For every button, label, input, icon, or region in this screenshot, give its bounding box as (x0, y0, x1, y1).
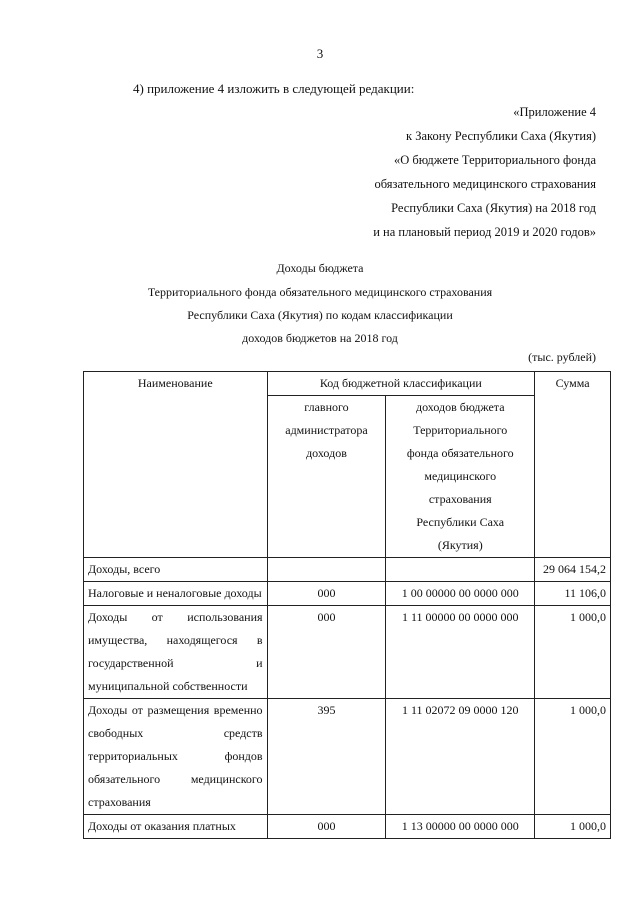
header-amount: Сумма (535, 372, 611, 558)
appendix-line: к Закону Республики Саха (Якутия) (406, 129, 596, 143)
row-name: Доходы от размещения временно свободных средств территориальных фондов обязательного медицинского страхования (84, 699, 268, 815)
row-admin-code: 000 (267, 815, 386, 839)
title-line: доходов бюджетов на 2018 год (242, 331, 398, 345)
row-admin-code: 000 (267, 606, 386, 699)
header-code-group: Код бюджетной классификации (267, 372, 535, 396)
header-fund-line: Республики Саха (416, 515, 505, 529)
row-name: Доходы от использования имущества, находящегося в государственной и муниципальной собственности (84, 606, 268, 699)
row-name: Налоговые и неналоговые доходы (84, 582, 268, 606)
appendix-line: «О бюджете Территориального фонда (393, 153, 596, 167)
title-line: Доходы бюджета (276, 261, 364, 275)
page-number: 3 (316, 46, 324, 61)
header-fund-line: Территориального (413, 423, 508, 437)
row-amount: 1 000,0 (535, 815, 611, 839)
header-admin-line: главного (304, 400, 349, 414)
header-admin-line: доходов (306, 446, 347, 460)
title-line: Территориального фонда обязательного медицинского страхования (147, 285, 493, 299)
row-admin-code: 395 (267, 699, 386, 815)
appendix-line: Республики Саха (Якутия) на 2018 год (391, 201, 596, 215)
row-class-code (386, 558, 535, 582)
header-admin (267, 396, 386, 558)
row-amount: 1 000,0 (535, 699, 611, 815)
row-amount: 11 106,0 (535, 582, 611, 606)
table-row (84, 606, 611, 699)
row-class-code: 1 13 00000 00 0000 000 (386, 815, 535, 839)
row-class-code: 1 11 02072 09 0000 120 (386, 699, 535, 815)
appendix-line: и на плановый период 2019 и 2020 годов» (373, 225, 596, 239)
appendix-line: «Приложение 4 (513, 105, 596, 119)
revenue-table (83, 371, 611, 839)
header-fund-line: фонда обязательного (406, 446, 514, 460)
table-row (84, 815, 611, 839)
row-admin-code: 000 (267, 582, 386, 606)
title-line: Республики Саха (Якутия) по кодам классификации (187, 308, 453, 322)
row-amount: 1 000,0 (535, 606, 611, 699)
header-name: Наименование (84, 372, 268, 558)
intro-text: 4) приложение 4 изложить в следующей редакции: (133, 81, 415, 96)
row-amount: 29 064 154,2 (535, 558, 611, 582)
header-fund-line: медицинского (424, 469, 497, 483)
table-row (84, 558, 611, 582)
header-row (84, 372, 611, 396)
header-fund (386, 396, 535, 558)
row-admin-code (267, 558, 386, 582)
header-fund-line: страхования (428, 492, 492, 506)
table-row (84, 582, 611, 606)
header-fund-line: (Якутия) (437, 538, 483, 552)
header-fund-line: доходов бюджета (416, 400, 505, 414)
appendix-line: обязательного медицинского страхования (374, 177, 596, 191)
table-row (84, 699, 611, 815)
row-name: Доходы от оказания платных (84, 815, 268, 839)
row-name: Доходы, всего (84, 558, 268, 582)
row-class-code: 1 00 00000 00 0000 000 (386, 582, 535, 606)
units-label: (тыс. рублей) (528, 350, 596, 364)
row-class-code: 1 11 00000 00 0000 000 (386, 606, 535, 699)
header-admin-line: администратора (285, 423, 368, 437)
